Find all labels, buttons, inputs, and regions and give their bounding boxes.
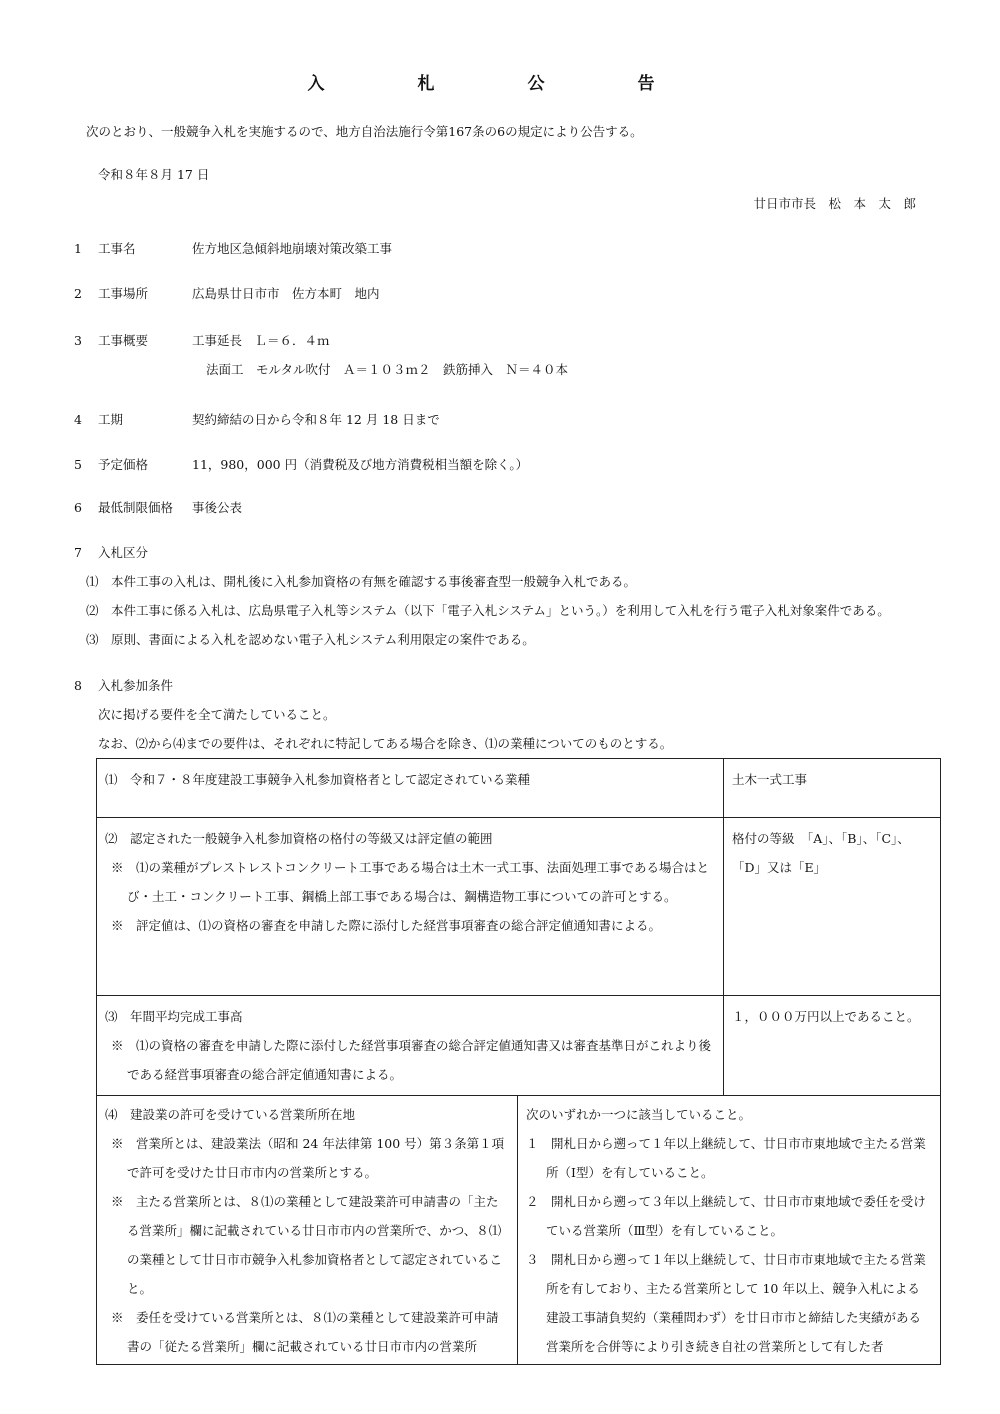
item-value: 事後公表 [192,500,243,515]
cell-note: ※ 評定値は、⑴の資格の審査を申請した際に添付した経営事項審査の総合評定値通知書による。 [111,918,662,933]
requirement-cell [518,1096,940,1364]
cell-note: ※ ⑴の業種がプレストレストコンクリート工事である場合は土木一式工事、法面処理工事である場合はとび・土工・コンクリート工事、鋼橋上部工事である場合は、鋼構造物工事についての許可とする。 [111,860,710,904]
cell-note: ３ 開札日から遡って１年以上継続して、廿日市市東地域で主たる営業所を有しており、主たる営業所として 10 年以上、競争入札による建設工事請負契約（業種問わず）を廿日市市と締結した実績がある営業所を合併等により引き続き自社の営業所として有した者 [526,1252,926,1354]
item-value: 11，980，000 円（消費税及び地方消費税相当額を除く。） [192,457,529,472]
item-number: 1 [74,241,82,256]
cell-note: ※ 主たる営業所とは、８⑴の業種として建設業許可申請書の「主たる営業所」欄に記載されている廿日市市内の営業所で、かつ、８⑴の業種として廿日市市競争入札参加資格者として認定されていること。 [111,1194,503,1296]
location-cell [97,1096,518,1364]
section-number: 7 [74,545,82,560]
item-value: 佐方地区急傾斜地崩壊対策改築工事 [192,241,393,256]
section-line: 次に掲げる要件を全て満たしていること。 [98,707,336,722]
cell-text: 格付の等級 「A」、「B」、「C」、「D」又は「E」 [732,831,910,875]
table-cell [97,996,724,1096]
cell-note: ※ ⑴の資格の審査を申請した際に添付した経営事項審査の総合評定値通知書又は審査基準日がこれより後である経営事項審査の総合評定値通知書による。 [111,1038,712,1082]
item-label: 工期 [98,412,124,427]
table-cell [97,1096,941,1365]
conditions-table [96,758,941,1365]
cell-note: ２ 開札日から遡って３年以上継続して、廿日市市東地域で委任を受けている営業所（Ⅲ型）を有していること。 [526,1194,926,1238]
item-number: 6 [74,500,82,515]
section-line: なお、⑵から⑷までの要件は、それぞれに特記してある場合を除き、⑴の業種についてのものとする。 [98,736,673,751]
table-cell [97,759,724,818]
table-cell [724,818,941,996]
cell-text: ⑵ 認定された一般競争入札参加資格の格付の等級又は評定値の範囲 [105,831,493,846]
item-label: 工事名 [98,241,136,256]
cell-note: ※ 営業所とは、建設業法（昭和 24 年法律第 100 号）第３条第１項で許可を受けた廿日市市内の営業所とする。 [111,1136,505,1180]
cell-text: ⑷ 建設業の許可を受けている営業所所在地 [105,1107,356,1122]
signer: 廿日市市長 松 本 太 郎 [753,196,916,211]
item-value-line2: 法面工 モルタル吹付 Ａ＝１０３ｍ２ 鉄筋挿入 Ｎ＝４０本 [206,362,569,377]
table-cell [97,818,724,996]
cell-text: 土木一式工事 [732,772,808,787]
cell-text: ⑶ 年間平均完成工事高 [105,1009,243,1024]
cell-text: 次のいずれか一つに該当していること。 [526,1107,752,1122]
table-row [97,1096,941,1365]
item-label: 工事場所 [98,286,149,301]
intro-text: 次のとおり、一般競争入札を実施するので、地方自治法施行令第167条の6の規定により公告する。 [86,124,643,139]
item-value: 契約締結の日から令和８年 12 月 18 日まで [192,412,440,427]
item-value: 広島県廿日市市 佐方本町 地内 [192,286,380,301]
cell-text: １，０００万円以上であること。 [732,1009,920,1024]
item-label: 工事概要 [98,333,149,348]
section-line: ⑵ 本件工事に係る入札は、広島県電子入札等システム（以下「電子入札システム」という。）を利用して入札を行う電子入札対象案件である。 [86,603,890,618]
item-number: 3 [74,333,82,348]
cell-note: ※ 委任を受けている営業所とは、８⑴の業種として建設業許可申請書の「従たる営業所」欄に記載されている廿日市市内の営業所 [111,1310,499,1354]
cell-note: １ 開札日から遡って１年以上継続して、廿日市市東地域で主たる営業所（Ⅰ型）を有していること。 [526,1136,926,1180]
cell-text: ⑴ 令和７・８年度建設工事競争入札参加資格者として認定されている業種 [105,772,531,787]
section-heading: 入札区分 [98,545,149,560]
item-label: 最低制限価格 [98,500,174,515]
item-number: 5 [74,457,82,472]
item-value: 工事延長 Ｌ＝６．４ｍ [192,333,330,348]
table-row [97,818,941,996]
section-heading: 入札参加条件 [98,678,174,693]
item-label: 予定価格 [98,457,149,472]
section-line: ⑴ 本件工事の入札は、開札後に入札参加資格の有無を確認する事後審査型一般競争入札である。 [86,574,637,589]
section-line: ⑶ 原則、書面による入札を認めない電子入札システム利用限定の案件である。 [86,632,535,647]
page-title: 入 札 公 告 [307,74,693,94]
item-number: 4 [74,412,82,427]
item-number: 2 [74,286,82,301]
table-row [97,759,941,818]
table-row [97,996,941,1096]
notice-date: 令和８年８月 17 日 [98,167,210,182]
section-number: 8 [74,678,82,693]
table-cell [724,759,941,818]
table-cell [724,996,941,1096]
